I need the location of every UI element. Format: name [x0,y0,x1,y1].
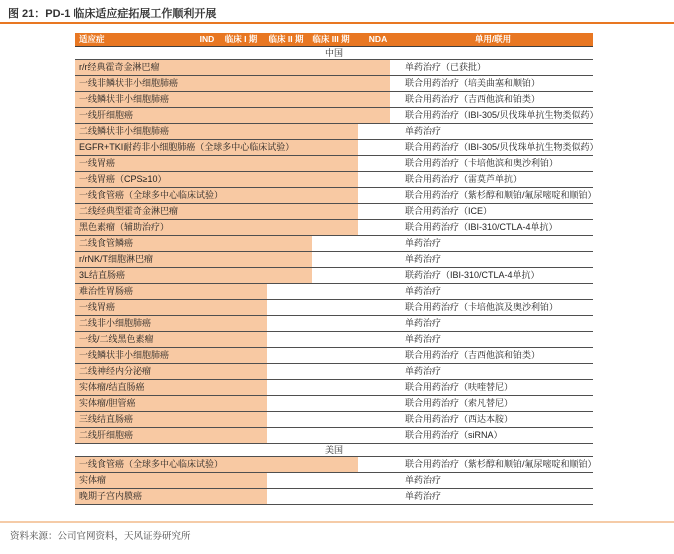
column-header-indication: 适应症 [79,34,105,44]
treatment-label: 单药治疗 [405,318,442,328]
stage-progress-bar [75,156,358,171]
indication-label: 实体瘤/结直肠癌 [79,382,145,392]
table-row [75,76,593,92]
column-header-phase2: 临床 II 期 [268,34,304,44]
indication-label: r/r经典霍奇金淋巴瘤 [79,62,160,72]
table-body [75,47,599,505]
indication-label: 晚期子宫内膜癌 [79,491,143,501]
bottom-divider-rule [0,521,674,523]
treatment-label: 单药治疗 [405,254,442,264]
table-row [75,412,593,428]
treatment-label: 单药治疗 [405,238,442,248]
table-row [75,268,593,284]
table-row [75,364,593,380]
treatment-label: 联合用药治疗（呋喹替尼） [405,382,514,392]
table-row [75,172,593,188]
table-row [75,428,593,444]
treatment-label: 联合用药治疗（雷莫芦单抗） [405,174,523,184]
treatment-label: 联合用药治疗（西达本胺） [405,414,514,424]
treatment-label: 单药治疗 [405,491,442,501]
treatment-label: 联合用药治疗（卡培他滨和奥沙利铂） [405,158,559,168]
indication-label: 二线神经内分泌瘤 [79,366,152,376]
table-row [75,60,593,76]
indication-label: 一线鳞状非小细胞肺癌 [79,350,170,360]
table-row [75,348,593,364]
indication-label: 一线非鳞状非小细胞肺癌 [79,78,179,88]
column-header-phase1: 临床 I 期 [224,34,258,44]
indication-label: 二线食管鳞癌 [79,238,134,248]
table-row [75,204,593,220]
indication-label: 难治性胃肠癌 [79,286,134,296]
indication-label: 实体瘤 [79,475,107,485]
indication-label: EGFR+TKI耐药非小细胞肺癌（全球多中心临床试验） [79,142,295,152]
treatment-label: 联合用药治疗（索凡替尼） [405,398,514,408]
title-underline-rule [0,22,674,24]
treatment-label: 单药治疗 [405,366,442,376]
indication-label: 一线胃癌（CPS≥10） [79,174,167,184]
figure-title: 图 21：PD-1 临床适应症拓展工作顺利开展 [8,8,217,20]
treatment-label: 联合用药治疗（ICE） [405,206,493,216]
section-label: 中国 [324,48,343,58]
treatment-label: 联合用药治疗（siRNA） [405,430,503,440]
table-row [75,396,593,412]
treatment-label: 单药治疗 [405,126,442,136]
section-label: 美国 [324,445,343,455]
table-row [75,489,593,505]
column-header-nda: NDA [368,34,388,44]
indication-label: 黑色素瘤（辅助治疗） [79,222,170,232]
section-row [75,444,593,457]
table-row [75,156,593,172]
treatment-label: 单药治疗 [405,334,442,344]
indication-label: 一线/二线黑色素瘤 [79,334,154,344]
treatment-label: 联合用药治疗（紫杉醇和顺铂/氟尿嘧啶和顺铂） [405,190,597,200]
column-header-usage: 单用/联用 [474,34,512,44]
indication-label: 一线食管癌（全球多中心临床试验） [79,190,224,200]
indication-label: 一线胃癌 [79,302,116,312]
table-row [75,332,593,348]
treatment-label: 联合用药治疗（卡培他滨及奥沙利铂） [405,302,559,312]
indication-label: 一线鳞状非小细胞肺癌 [79,94,170,104]
table-row [75,380,593,396]
indication-label: 实体瘤/胆管癌 [79,398,136,408]
treatment-label: 联药治疗（IBI-310/CTLA-4单抗） [405,270,540,280]
treatment-label: 联合用药治疗（吉西他滨和铂类） [405,350,541,360]
table-row [75,457,597,473]
treatment-label: 联合用药治疗（紫杉醇和顺铂/氟尿嘧啶和顺铂） [405,459,597,469]
treatment-label: 联合用药治疗（吉西他滨和铂类） [405,94,541,104]
column-header-ind: IND [199,34,215,44]
table-header-row [75,33,593,47]
table-row [75,220,593,236]
treatment-label: 联合用药治疗（培美曲塞和顺铂） [405,78,541,88]
treatment-label: 联合用药治疗（IBI-310/CTLA-4单抗） [405,222,558,232]
table-row [75,92,593,108]
table-row [75,236,593,252]
indication-label: 二线非小细胞肺癌 [79,318,152,328]
treatment-label: 联合用药治疗（IBI-305/贝伐珠单抗生物类似药） [405,142,599,152]
treatment-label: 单药治疗 [405,475,442,485]
indication-label: r/rNK/T细胞淋巴瘤 [79,254,153,264]
indication-label: 一线食管癌（全球多中心临床试验） [79,459,224,469]
table-row [75,188,597,204]
table-row [75,124,593,140]
indication-label: 二线经典型霍奇金淋巴瘤 [79,206,179,216]
table-row [75,284,593,300]
column-header-phase3: 临床 III 期 [312,34,350,44]
indication-label: 一线胃癌 [79,158,116,168]
table-row [75,473,593,489]
table-row [75,108,599,124]
table-row [75,300,593,316]
table-row [75,140,599,156]
indication-label: 二线鳞状非小细胞肺癌 [79,126,170,136]
indication-label: 3L结直肠癌 [79,270,126,280]
source-note: 资料来源：公司官网资料，天风证券研究所 [10,531,191,542]
indication-label: 一线肝细胞癌 [79,110,134,120]
table-row [75,252,593,268]
treatment-label: 单药治疗 [405,286,442,296]
treatment-label: 联合用药治疗（IBI-305/贝伐珠单抗生物类似药） [405,110,599,120]
table-row [75,316,593,332]
section-row [75,47,593,60]
treatment-label: 单药治疗（已获批） [405,62,487,72]
indication-progress-table [75,33,599,505]
indication-label: 二线肝细胞癌 [79,430,134,440]
indication-label: 三线结直肠癌 [79,414,134,424]
